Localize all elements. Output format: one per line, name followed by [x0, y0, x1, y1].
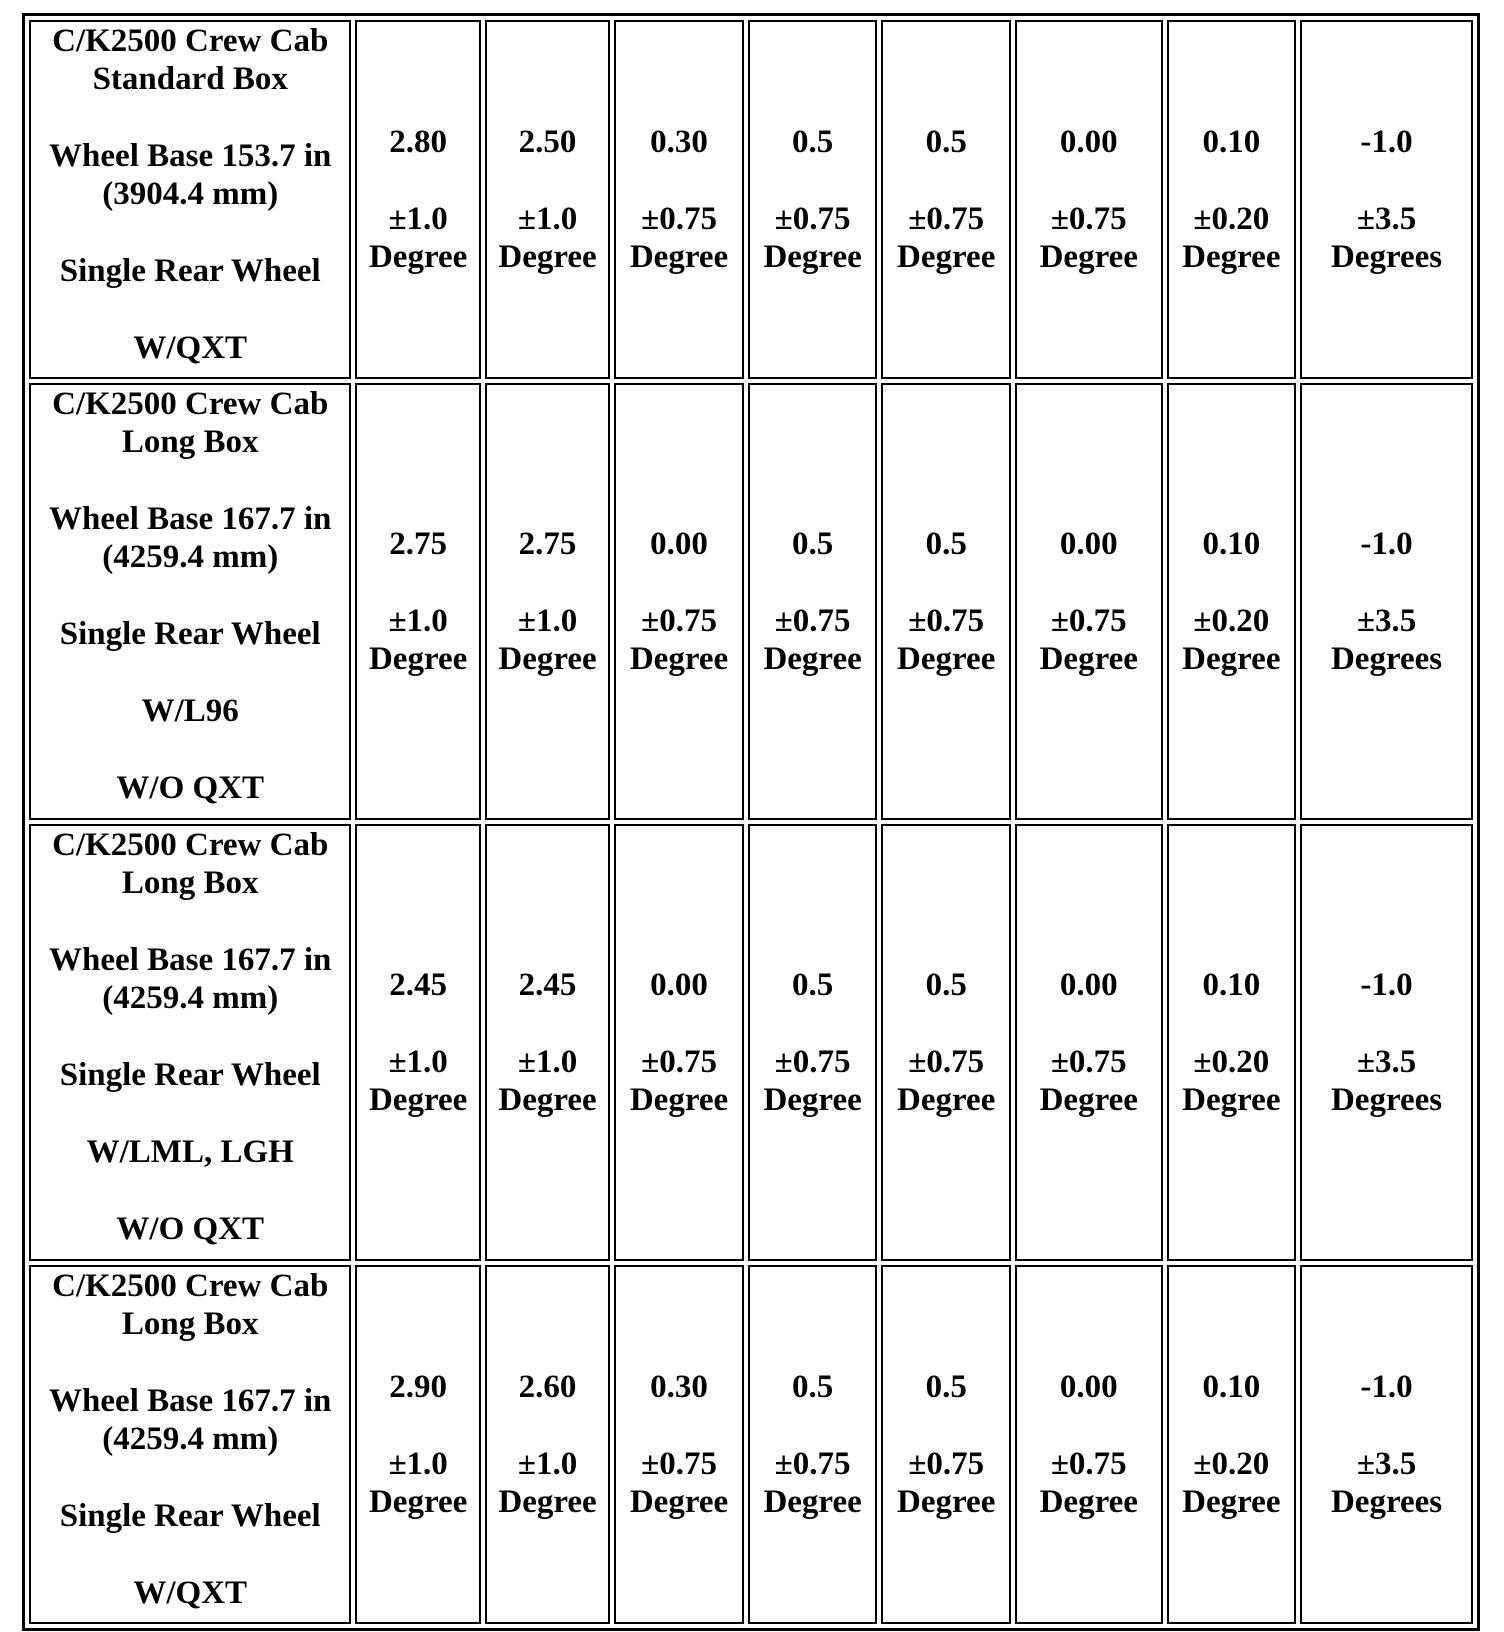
spec-cell: 2.50 ±1.0 Degree	[485, 20, 610, 379]
spec-cell: 0.5 ±0.75 Degree	[881, 20, 1011, 379]
config-box: Standard Box	[92, 61, 288, 97]
spec-cell: 0.5 ±0.75 Degree	[748, 824, 878, 1261]
spec-cell: 0.5 ±0.75 Degree	[748, 20, 878, 379]
spec-cell: 0.10 ±0.20 Degree	[1167, 383, 1297, 820]
config-rear-wheel: Single Rear Wheel	[59, 1057, 321, 1093]
config-model: C/K2500 Crew Cab	[52, 1268, 329, 1304]
table-row	[29, 1265, 1473, 1624]
spec-cell: 0.10 ±0.20 Degree	[1167, 1265, 1297, 1624]
config-wheelbase: Wheel Base 153.7 in	[49, 138, 332, 174]
config-wheelbase: Wheel Base 167.7 in	[49, 942, 332, 978]
spec-cell: -1.0 ±3.5 Degrees	[1300, 20, 1473, 379]
spec-cell: 0.5 ±0.75 Degree	[881, 383, 1011, 820]
config-rear-wheel: Single Rear Wheel	[59, 616, 321, 652]
table-row	[29, 383, 1473, 820]
spec-cell: -1.0 ±3.5 Degrees	[1300, 383, 1473, 820]
vehicle-config-cell	[29, 383, 351, 820]
config-wheelbase-mm: (4259.4 mm)	[102, 1421, 279, 1457]
spec-cell: 0.00 ±0.75 Degree	[1015, 20, 1163, 379]
spec-cell: 0.5 ±0.75 Degree	[881, 1265, 1011, 1624]
vehicle-config-cell	[29, 20, 351, 379]
table-row	[29, 824, 1473, 1261]
table-row	[29, 20, 1473, 379]
spec-cell: 0.00 ±0.75 Degree	[1015, 1265, 1163, 1624]
spec-cell: 0.00 ±0.75 Degree	[614, 383, 744, 820]
config-engine: W/L96	[141, 693, 239, 729]
config-wheelbase-mm: (4259.4 mm)	[102, 980, 279, 1016]
config-wheelbase-mm: (4259.4 mm)	[102, 539, 279, 575]
spec-cell: 2.75 ±1.0 Degree	[485, 383, 610, 820]
spec-cell: 2.45 ±1.0 Degree	[355, 824, 480, 1261]
config-option: W/O QXT	[116, 770, 265, 806]
spec-cell: 0.10 ±0.20 Degree	[1167, 20, 1297, 379]
config-model: C/K2500 Crew Cab	[52, 23, 329, 59]
spec-cell: 2.90 ±1.0 Degree	[355, 1265, 480, 1624]
spec-cell: 0.30 ±0.75 Degree	[614, 20, 744, 379]
spec-cell: 0.30 ±0.75 Degree	[614, 1265, 744, 1624]
spec-cell: 0.5 ±0.75 Degree	[881, 824, 1011, 1261]
config-option: W/O QXT	[116, 1211, 265, 1247]
config-engine: W/LML, LGH	[86, 1134, 294, 1170]
alignment-spec-table	[22, 13, 1480, 1631]
spec-cell: -1.0 ±3.5 Degrees	[1300, 1265, 1473, 1624]
spec-cell: 2.80 ±1.0 Degree	[355, 20, 480, 379]
config-option: W/QXT	[133, 1575, 248, 1611]
spec-cell: 2.45 ±1.0 Degree	[485, 824, 610, 1261]
config-option: W/QXT	[133, 330, 248, 366]
config-rear-wheel: Single Rear Wheel	[59, 1498, 321, 1534]
spec-cell: 2.60 ±1.0 Degree	[485, 1265, 610, 1624]
spec-cell: 0.5 ±0.75 Degree	[748, 383, 878, 820]
config-wheelbase-mm: (3904.4 mm)	[102, 176, 279, 212]
vehicle-config-cell	[29, 1265, 351, 1624]
spec-cell: -1.0 ±3.5 Degrees	[1300, 824, 1473, 1261]
config-wheelbase: Wheel Base 167.7 in	[49, 1383, 332, 1419]
spec-cell: 2.75 ±1.0 Degree	[355, 383, 480, 820]
config-wheelbase: Wheel Base 167.7 in	[49, 501, 332, 537]
spec-cell: 0.00 ±0.75 Degree	[614, 824, 744, 1261]
config-rear-wheel: Single Rear Wheel	[59, 253, 321, 289]
config-box: Long Box	[121, 1306, 259, 1342]
spec-cell: 0.5 ±0.75 Degree	[748, 1265, 878, 1624]
vehicle-config-cell	[29, 824, 351, 1261]
config-box: Long Box	[121, 865, 259, 901]
config-model: C/K2500 Crew Cab	[52, 386, 329, 422]
config-box: Long Box	[121, 424, 259, 460]
spec-cell: 0.00 ±0.75 Degree	[1015, 383, 1163, 820]
spec-cell: 0.10 ±0.20 Degree	[1167, 824, 1297, 1261]
config-model: C/K2500 Crew Cab	[52, 827, 329, 863]
spec-cell: 0.00 ±0.75 Degree	[1015, 824, 1163, 1261]
